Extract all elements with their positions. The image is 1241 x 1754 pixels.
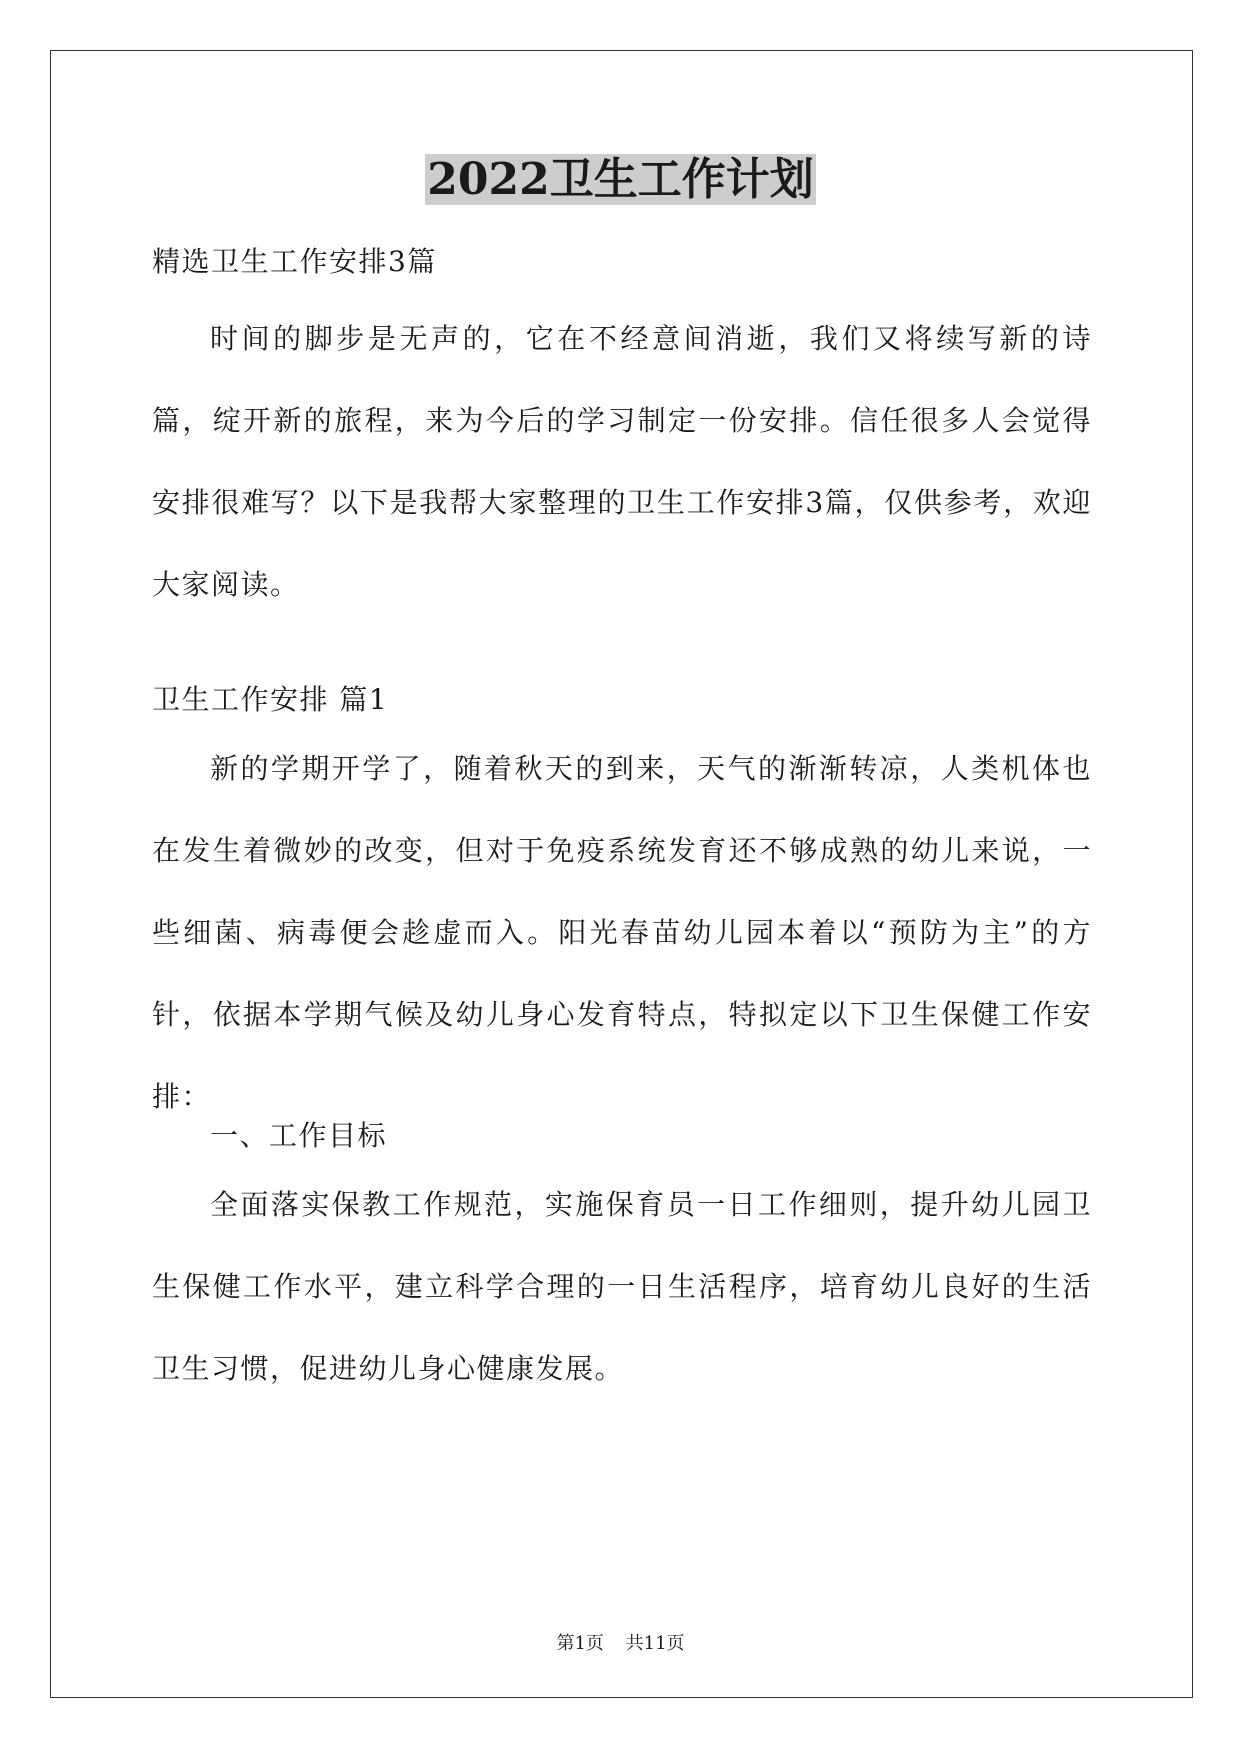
goal-heading: 一、工作目标 — [210, 1119, 388, 1152]
document-title — [0, 150, 1241, 210]
page-number-total: 共11页 — [625, 1633, 685, 1654]
document-subtitle: 精选卫生工作安排3篇 — [152, 245, 437, 278]
intro-paragraph: 时间的脚步是无声的，它在不经意间消逝，我们又将续写新的诗篇，绽开新的旅程，来为今后的学习制定一份安排。信任很多人会觉得安排很难写？以下是我帮大家整理的卫生工作安排3篇，仅供参考，欢迎大家阅读。 — [152, 322, 1092, 601]
title-highlight: 2022卫生工作计划 — [427, 154, 814, 205]
section-heading-1: 卫生工作安排 篇1 — [152, 683, 389, 716]
section-1-paragraph: 新的学期开学了，随着秋天的到来，天气的渐渐转凉，人类机体也在发生着微妙的改变，但对于免疫系统发育还不够成熟的幼儿来说，一些细菌、病毒便会趁虚而入。阳光春苗幼儿园本着以“预防为主”的方针，依据本学期气候及幼儿身心发育特点，特拟定以下卫生保健工作安排： — [152, 752, 1092, 1113]
page-number-current: 第1页 — [556, 1633, 604, 1654]
page-footer — [0, 1632, 1241, 1656]
goal-paragraph: 全面落实保教工作规范，实施保育员一日工作细则，提升幼儿园卫生保健工作水平，建立科学合理的一日生活程序，培育幼儿良好的生活卫生习惯，促进幼儿身心健康发展。 — [152, 1188, 1092, 1385]
